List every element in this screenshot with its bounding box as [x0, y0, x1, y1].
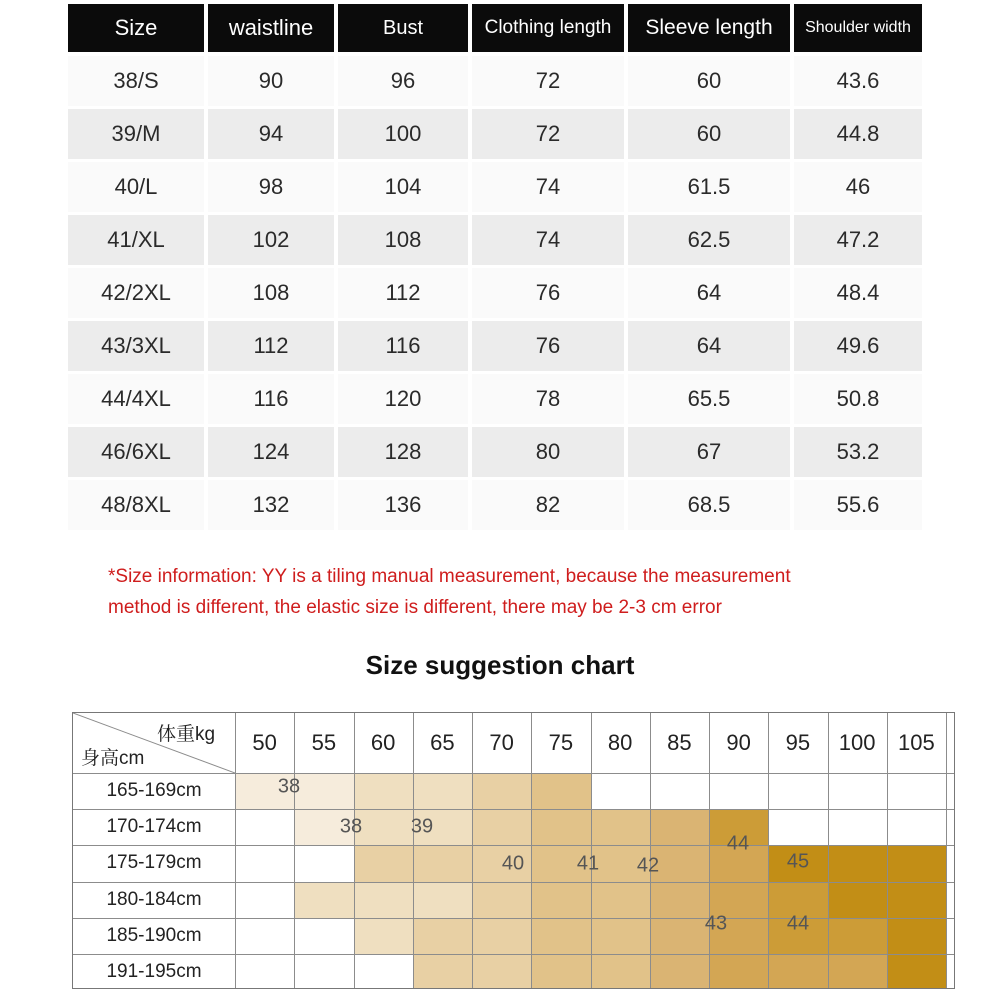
cell-bust: 128	[338, 427, 468, 477]
cell-shoulder-width: 49.6	[794, 321, 922, 371]
cell-size: 48/8XL	[68, 480, 204, 530]
weight-label: 55	[311, 730, 337, 755]
size-note-line-2: method is different, the elastic size is different, there may be 2-3 cm error	[108, 597, 722, 618]
header-sleeve-length: Sleeve length	[628, 4, 790, 52]
height-label: 165-169cm	[106, 780, 202, 802]
cell-clothing-length: 76	[472, 321, 624, 371]
zone-label: 45	[786, 850, 810, 873]
cell-bust: 112	[338, 268, 468, 318]
cell-size: 39/M	[68, 109, 204, 159]
header-shoulder-width: Shoulder width	[794, 4, 922, 52]
table-row	[68, 268, 934, 318]
cell-clothing-length: 72	[472, 56, 624, 106]
height-label: 170-174cm	[106, 816, 202, 838]
cell-size: 43/3XL	[68, 321, 204, 371]
size-note-line-1: *Size information: YY is a tiling manual measurement, because the measurement	[108, 566, 791, 587]
cell-waistline: 94	[208, 109, 334, 159]
cell-waistline: 112	[208, 321, 334, 371]
cell-size: 41/XL	[68, 215, 204, 265]
weight-label: 85	[667, 730, 692, 755]
cell-clothing-length: 78	[472, 374, 624, 424]
cell-sleeve-length: 67	[628, 427, 790, 477]
cell-size: 44/4XL	[68, 374, 204, 424]
cell-bust: 116	[338, 321, 468, 371]
cell-bust: 100	[338, 109, 468, 159]
zone-label: 39	[410, 815, 434, 838]
cell-sleeve-length: 62.5	[628, 215, 790, 265]
height-label: 191-195cm	[106, 961, 202, 983]
table-row	[68, 109, 934, 159]
cell-shoulder-width: 47.2	[794, 215, 922, 265]
cell-clothing-length: 82	[472, 480, 624, 530]
zone-label: 41	[576, 852, 600, 875]
table-row	[68, 56, 934, 106]
table-row	[68, 480, 934, 530]
cell-clothing-length: 76	[472, 268, 624, 318]
cell-bust: 104	[338, 162, 468, 212]
cell-size: 38/S	[68, 56, 204, 106]
header-bust: Bust	[338, 4, 468, 52]
grid-line-vertical	[946, 713, 947, 989]
cell-shoulder-width: 48.4	[794, 268, 922, 318]
cell-waistline: 124	[208, 427, 334, 477]
weight-label: 100	[838, 730, 876, 755]
cell-bust: 96	[338, 56, 468, 106]
cell-bust: 120	[338, 374, 468, 424]
chart-title: Size suggestion chart	[365, 650, 635, 680]
cell-shoulder-width: 44.8	[794, 109, 922, 159]
size-table-header-row	[68, 4, 934, 52]
cell-shoulder-width: 53.2	[794, 427, 922, 477]
cell-waistline: 102	[208, 215, 334, 265]
cell-waistline: 90	[208, 56, 334, 106]
cell-shoulder-width: 55.6	[794, 480, 922, 530]
cell-sleeve-length: 60	[628, 56, 790, 106]
table-row	[68, 374, 934, 424]
table-row	[68, 427, 934, 477]
weight-label: 95	[785, 730, 811, 755]
weight-label: 70	[489, 730, 514, 755]
zone-label: 44	[726, 832, 750, 855]
table-row	[68, 162, 934, 212]
zone-label: 38	[277, 775, 301, 798]
cell-bust: 108	[338, 215, 468, 265]
cell-sleeve-length: 60	[628, 109, 790, 159]
height-label: 175-179cm	[106, 852, 202, 874]
cell-sleeve-length: 64	[628, 268, 790, 318]
zone-label: 40	[501, 852, 525, 875]
zone-label: 38	[339, 815, 363, 838]
weight-header: 体重kg	[157, 724, 216, 745]
cell-shoulder-width: 46	[794, 162, 922, 212]
cell-size: 46/6XL	[68, 427, 204, 477]
weight-label: 90	[726, 730, 751, 755]
height-header: 身高cm	[81, 748, 145, 769]
table-row	[68, 215, 934, 265]
cell-bust: 136	[338, 480, 468, 530]
cell-size: 40/L	[68, 162, 204, 212]
weight-label: 60	[370, 730, 396, 755]
zone-label: 42	[636, 854, 660, 877]
size-zone-41	[591, 809, 650, 989]
size-suggestion-chart	[72, 712, 955, 989]
size-table	[68, 0, 934, 533]
weight-label: 75	[548, 730, 574, 755]
cell-waistline: 98	[208, 162, 334, 212]
header-waistline: waistline	[208, 4, 334, 52]
cell-sleeve-length: 61.5	[628, 162, 790, 212]
cell-clothing-length: 74	[472, 162, 624, 212]
cell-clothing-length: 72	[472, 109, 624, 159]
cell-sleeve-length: 64	[628, 321, 790, 371]
cell-shoulder-width: 50.8	[794, 374, 922, 424]
cell-clothing-length: 74	[472, 215, 624, 265]
weight-label: 105	[898, 730, 935, 755]
cell-shoulder-width: 43.6	[794, 56, 922, 106]
weight-label: 50	[252, 730, 277, 755]
height-label: 180-184cm	[106, 888, 202, 910]
weight-label: 65	[430, 730, 455, 755]
size-zone-42	[650, 809, 709, 989]
cell-waistline: 108	[208, 268, 334, 318]
cell-sleeve-length: 68.5	[628, 480, 790, 530]
table-row	[68, 321, 934, 371]
zone-label: 44	[786, 912, 810, 935]
zone-label: 43	[704, 912, 728, 935]
size-zone-39	[294, 882, 472, 918]
weight-label: 80	[607, 730, 633, 755]
cell-sleeve-length: 65.5	[628, 374, 790, 424]
cell-waistline: 132	[208, 480, 334, 530]
cell-clothing-length: 80	[472, 427, 624, 477]
header-clothing-length: Clothing length	[472, 4, 624, 52]
height-label: 185-190cm	[106, 924, 202, 946]
cell-waistline: 116	[208, 374, 334, 424]
header-size: Size	[68, 4, 204, 52]
cell-size: 42/2XL	[68, 268, 204, 318]
